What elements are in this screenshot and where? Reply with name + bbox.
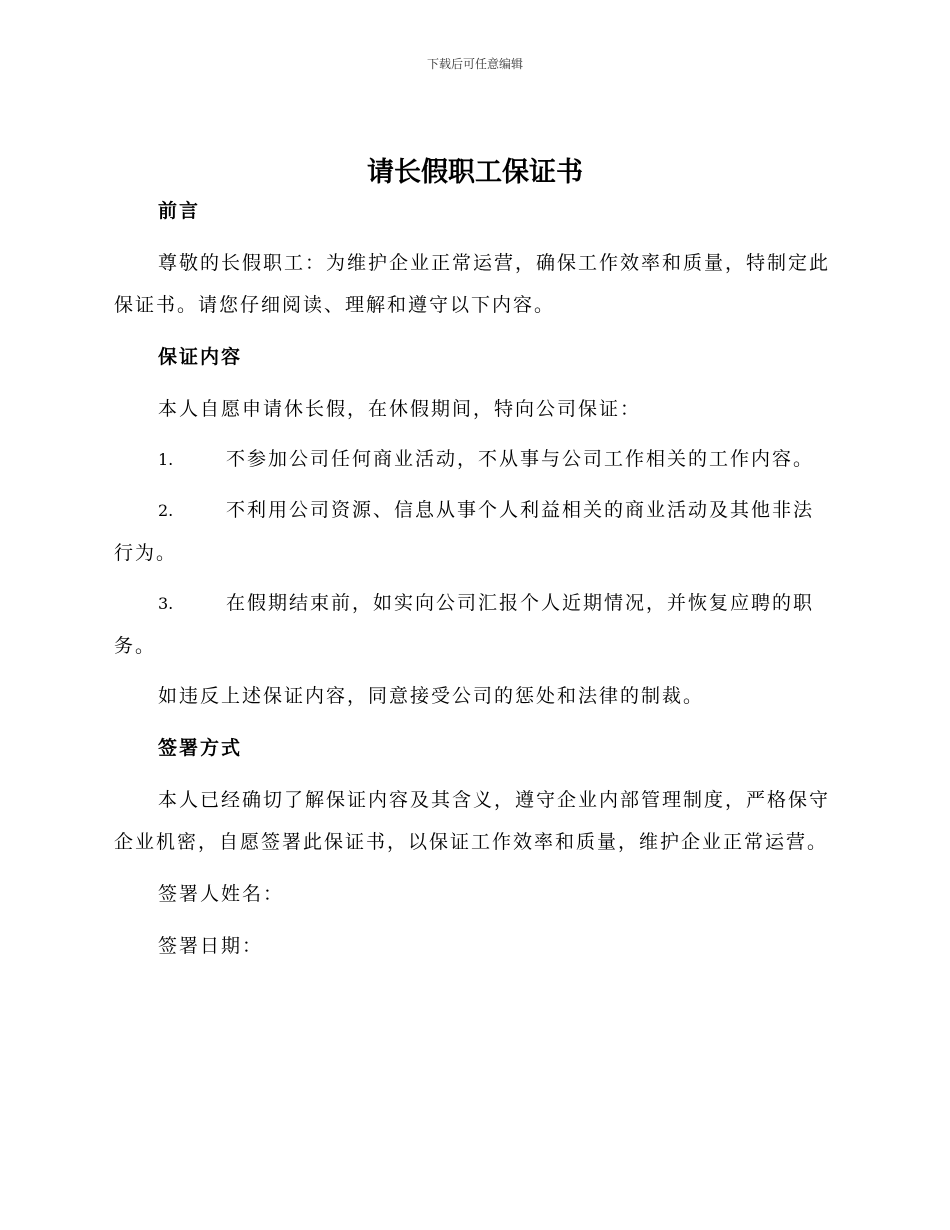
guarantee-heading: 保证内容: [158, 346, 243, 368]
item-number: 3.: [158, 594, 174, 613]
item-text: 不参加公司任何商业活动，不从事与公司工作相关的工作内容。: [226, 448, 815, 470]
signing-text: 本人已经确切了解保证内容及其含义，遵守企业内部管理制度，严格保守企业机密，自愿签署此保证书，以保证工作效率和质量，维护企业正常运营。: [114, 789, 831, 853]
item-number: 2.: [158, 501, 174, 520]
item-text: 不利用公司资源、信息从事个人利益相关的商业活动及其他非法行为。: [114, 499, 815, 564]
guarantee-item: [114, 489, 834, 574]
item-number: 1.: [158, 450, 174, 469]
header-note: 下载后可任意编辑: [426, 57, 523, 71]
guarantee-closing: 如违反上述保证内容，同意接受公司的惩处和法律的制裁。: [158, 685, 705, 707]
preface-heading: 前言: [158, 200, 201, 222]
guarantee-item: [114, 438, 834, 481]
preface-text: 尊敬的长假职工：为维护企业正常运营，确保工作效率和质量，特制定此保证书。请您仔细阅读、理解和遵守以下内容。: [114, 252, 831, 316]
sign-date-label: 签署日期：: [158, 935, 264, 957]
document-title: 请长假职工保证书: [367, 157, 583, 188]
item-text: 在假期结束前，如实向公司汇报个人近期情况，并恢复应聘的职务。: [114, 592, 815, 657]
document-body: [114, 190, 834, 967]
guarantee-item: [114, 582, 834, 667]
signer-name-label: 签署人姓名：: [158, 883, 285, 905]
guarantee-intro: 本人自愿申请休长假，在休假期间，特向公司保证：: [158, 398, 642, 420]
signing-heading: 签署方式: [158, 737, 243, 759]
